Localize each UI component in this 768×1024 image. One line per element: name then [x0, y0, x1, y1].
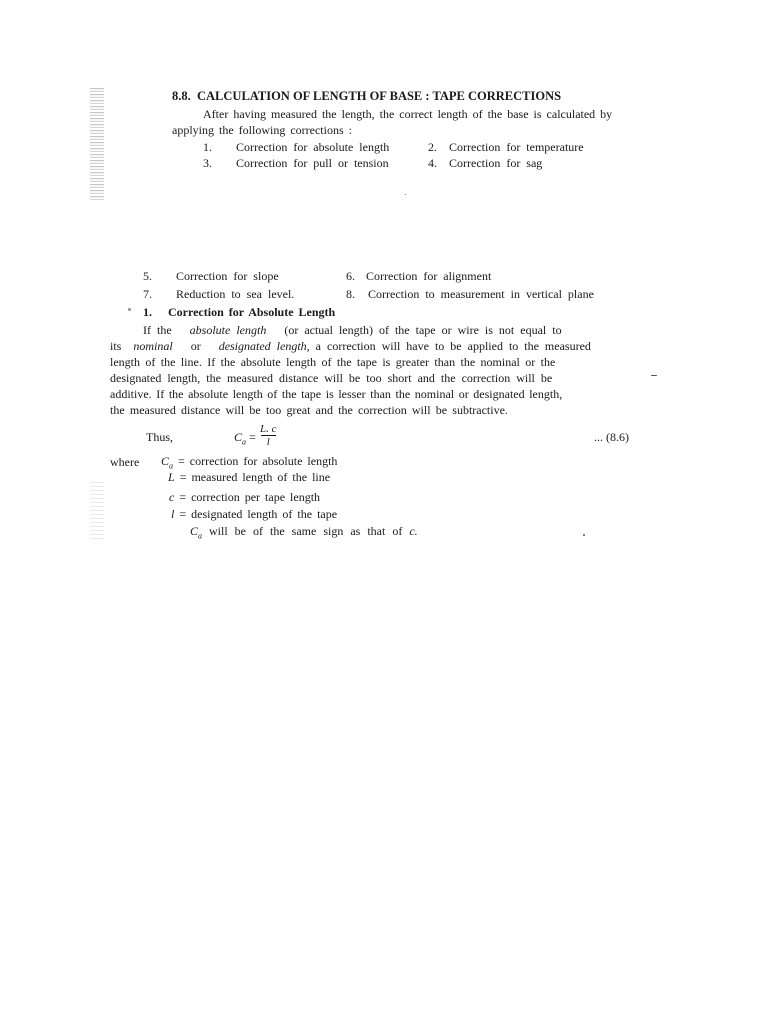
paragraph-line: additive. If the absolute length of the tape is lesser than the nominal or designated length,	[110, 387, 563, 401]
definition-row: $C_a$ = correction for absolute length	[161, 454, 338, 471]
section-number: 8.8.	[172, 89, 191, 103]
definition-row: L = measured length of the line	[168, 470, 331, 484]
list-item: 8.	[346, 287, 355, 301]
intro-line: After having measured the length, the correct length of the base is calculated by	[203, 107, 613, 121]
list-item-text: Correction for sag	[449, 156, 543, 170]
scan-speck	[583, 534, 585, 536]
section-heading	[172, 89, 561, 104]
where-label: where	[110, 455, 140, 469]
subsection-title: Correction for Absolute Length	[168, 305, 336, 319]
list-item-text: Correction for slope	[176, 269, 279, 283]
scan-speck	[405, 194, 406, 195]
list-item-text: Correction for pull or tension	[236, 156, 389, 170]
scan-speck	[651, 375, 657, 376]
list-item-text: Reduction to sea level.	[176, 287, 295, 301]
list-item-text: Correction for absolute length	[236, 140, 390, 154]
scan-margin-artifact	[90, 482, 104, 540]
formula-numerator: L. c	[260, 423, 277, 435]
formula-thus: Thus,	[146, 430, 173, 444]
paragraph-line: its nominal or designated length, a correction will have to be applied to the measured	[110, 339, 591, 353]
definition-row: c = correction per tape length	[169, 490, 321, 504]
subsection-number: 1.	[143, 305, 152, 319]
list-item: 2.	[428, 140, 437, 154]
formula-fraction	[260, 423, 277, 448]
list-item-text: Correction for temperature	[449, 140, 584, 154]
paragraph-line: If the absolute length (or actual length) of the tape or wire is not equal to	[143, 323, 562, 337]
paragraph-line: the measured distance will be too great and the correction will be subtractive.	[110, 403, 508, 417]
formula-lhs: $C_a$ =	[234, 430, 256, 447]
list-item: 4.	[428, 156, 437, 170]
equation-number: ... (8.6)	[594, 430, 629, 444]
section-title: CALCULATION OF LENGTH OF BASE : TAPE CORRECTIONS	[197, 89, 562, 103]
list-item-text: Correction to measurement in vertical plane	[368, 287, 594, 301]
list-item-text: Correction for alignment	[366, 269, 492, 283]
sign-note: $C_a$ will be of the same sign as that of c.	[190, 524, 418, 541]
list-item: 6.	[346, 269, 355, 283]
definition-row: l = designated length of the tape	[171, 507, 338, 521]
scan-margin-artifact	[90, 88, 104, 200]
formula-denominator: l	[266, 436, 270, 448]
list-item: 3.	[203, 156, 212, 170]
list-item: 1.	[203, 140, 212, 154]
paragraph-line: designated length, the measured distance will be too short and the correction will be	[110, 371, 553, 385]
paragraph-line: length of the line. If the absolute length of the tape is greater than the nominal or the	[110, 355, 556, 369]
list-item: 7.	[143, 287, 152, 301]
scan-speck	[128, 308, 131, 311]
list-item: 5.	[143, 269, 152, 283]
intro-line: applying the following corrections :	[172, 123, 352, 137]
